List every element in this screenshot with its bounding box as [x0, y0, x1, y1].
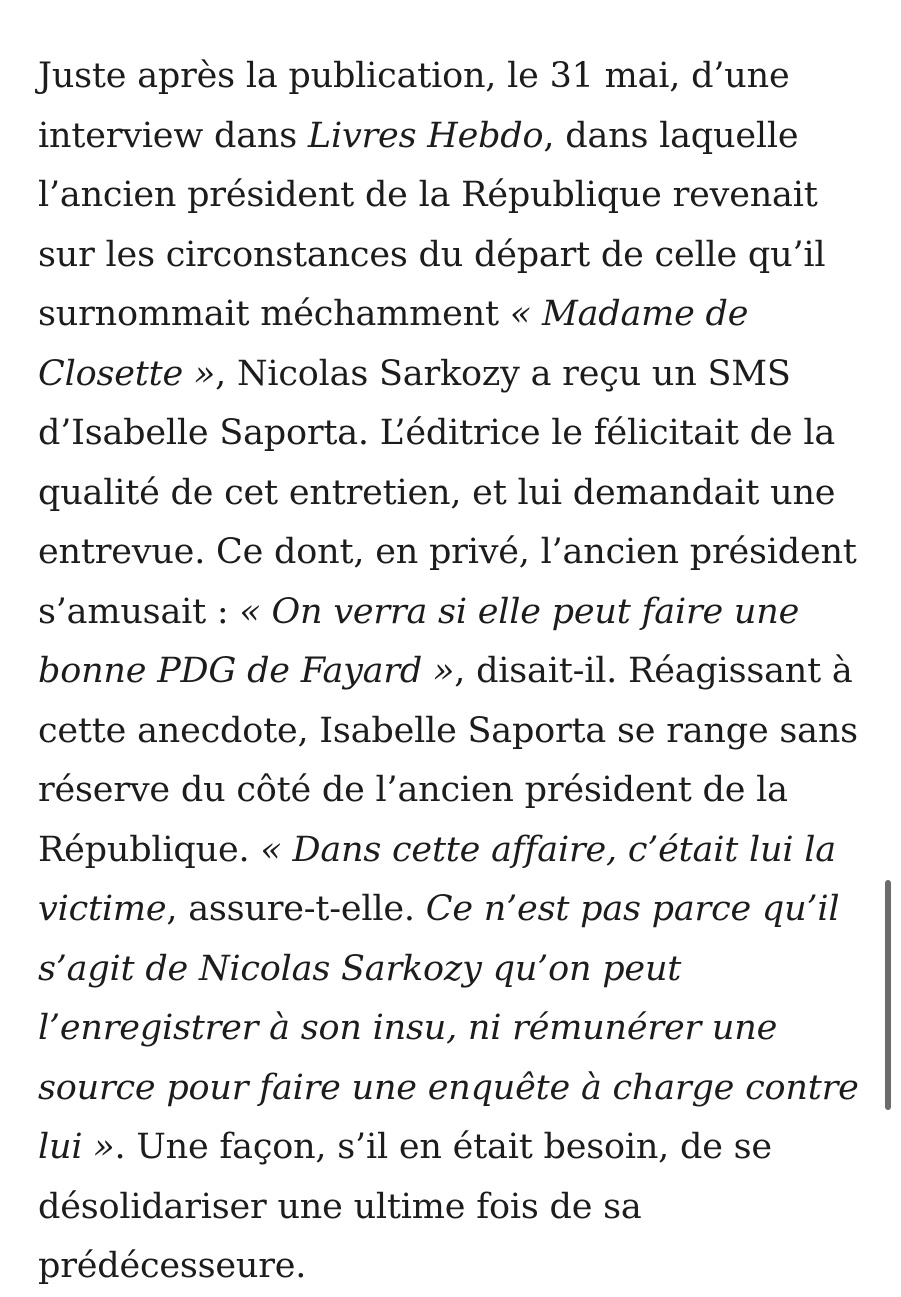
italic-segment: « Dans cette affaire, c’était lui la victime — [38, 829, 836, 929]
text-segment: , assure-t-elle. — [166, 889, 426, 929]
text-segment: , Nicolas Sarkozy a reçu un SMS d’Isabelle Saporta. L’éditrice le félicitait de la qualité de cet entretien, et lui demandait une entrevue. Ce dont, en privé, l’ancien président s’amusait : — [38, 353, 857, 632]
text-segment: , disait-il. Réagissant à cette anecdote, Isabelle Saporta se range sans réserve du côté de l’ancien président de la République. — [38, 651, 858, 870]
article-paragraph — [38, 47, 868, 1297]
text-segment: Juste après la publication, le 31 mai, d’une interview dans — [38, 56, 790, 156]
italic-segment: « Madame de Closette » — [38, 294, 749, 394]
text-segment: , dans laquelle l’ancien président de la République revenait sur les circonstances du départ de celle qu’il surnommait méchamment — [38, 115, 826, 334]
text-segment: . Une façon, s’il en était besoin, de se désolidariser une ultime fois de sa prédécesseure. — [38, 1127, 772, 1286]
italic-segment: Ce n’est pas parce qu’il s’agit de Nicolas Sarkozy qu’on peut l’enregistrer à son insu, ni rémunérer une source pour faire une enquête à charge contre lui » — [38, 889, 859, 1167]
scrollbar-thumb[interactable] — [885, 880, 891, 1110]
italic-segment: Livres Hebdo — [307, 115, 544, 156]
italic-segment: « On verra si elle peut faire une bonne PDG de Fayard » — [38, 591, 800, 691]
